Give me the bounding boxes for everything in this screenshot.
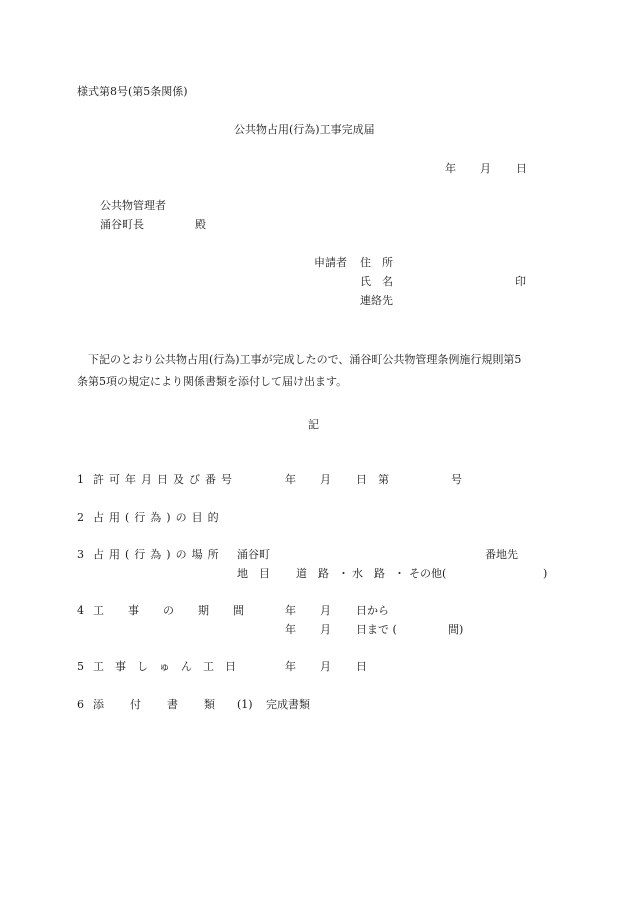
item-5-number: 5	[77, 660, 84, 673]
item-4-period: 間)	[448, 623, 464, 636]
body-text-line-2: 条第5項の規定により関係書類を添付して届け出ます。	[77, 375, 348, 388]
applicant-name-label: 氏 名	[360, 275, 393, 288]
item-4-to-year: 年	[285, 623, 296, 636]
item-2-number: 2	[77, 511, 84, 524]
item-3-label: 占用(行為)の場所	[93, 548, 224, 561]
item-3-town: 涌谷町	[237, 548, 270, 561]
applicant-contact-label: 連絡先	[360, 294, 393, 307]
item-3-banchi: 番地先	[485, 548, 518, 561]
item-1-month: 月	[320, 473, 331, 486]
item-5-year: 年	[285, 660, 296, 673]
date-day-label: 日	[516, 162, 527, 175]
item-4-label: 工事の期間	[93, 604, 268, 617]
item-1-gou: 号	[451, 473, 462, 486]
applicant-label: 申請者	[314, 256, 347, 269]
item-5-month: 月	[320, 660, 331, 673]
item-3-chimoku: 地 目	[237, 567, 270, 580]
seal-mark: 印	[515, 275, 526, 288]
item-4-number: 4	[77, 604, 84, 617]
item-6-sub-number: (1)	[237, 698, 253, 711]
item-3-number: 3	[77, 548, 84, 561]
item-6-sub-label: 完成書類	[266, 698, 310, 711]
addressee-title: 公共物管理者	[100, 199, 166, 212]
item-4-from-month: 月	[320, 604, 331, 617]
addressee-honorific: 殿	[195, 218, 206, 231]
item-3-dot-1: ・	[338, 567, 349, 580]
item-3-close-paren: )	[543, 567, 548, 580]
item-1-number: 1	[77, 473, 84, 486]
item-6-number: 6	[77, 698, 84, 711]
ki-heading: 記	[308, 418, 319, 431]
item-4-to-month: 月	[320, 623, 331, 636]
date-year-label: 年	[445, 162, 456, 175]
item-1-year: 年	[285, 473, 296, 486]
item-5-day: 日	[356, 660, 367, 673]
item-3-other: その他(	[409, 567, 447, 580]
item-1-dai: 第	[378, 473, 389, 486]
item-4-from-day: 日から	[356, 604, 389, 617]
applicant-address-label: 住 所	[360, 256, 393, 269]
item-1-day: 日	[356, 473, 367, 486]
item-1-label: 許可年月日及び番号	[93, 473, 237, 486]
item-3-dot-2: ・	[394, 567, 405, 580]
date-month-label: 月	[480, 162, 491, 175]
body-text-line-1: 下記のとおり公共物占用(行為)工事が完成したので、涌谷町公共物管理条例施行規則第5	[77, 353, 522, 366]
addressee-name: 涌谷町長	[100, 218, 144, 231]
document-title: 公共物占用(行為)工事完成届	[234, 123, 375, 136]
item-4-from-year: 年	[285, 604, 296, 617]
item-3-road: 道 路	[296, 567, 329, 580]
item-2-label: 占用(行為)の目的	[93, 511, 224, 524]
item-6-label: 添付書類	[93, 698, 241, 711]
form-number: 様式第8号(第5条関係)	[77, 85, 188, 98]
item-5-label: 工事しゅん工日	[93, 660, 247, 673]
item-3-water: 水 路	[352, 567, 385, 580]
item-4-to-day: 日まで (	[356, 623, 397, 636]
